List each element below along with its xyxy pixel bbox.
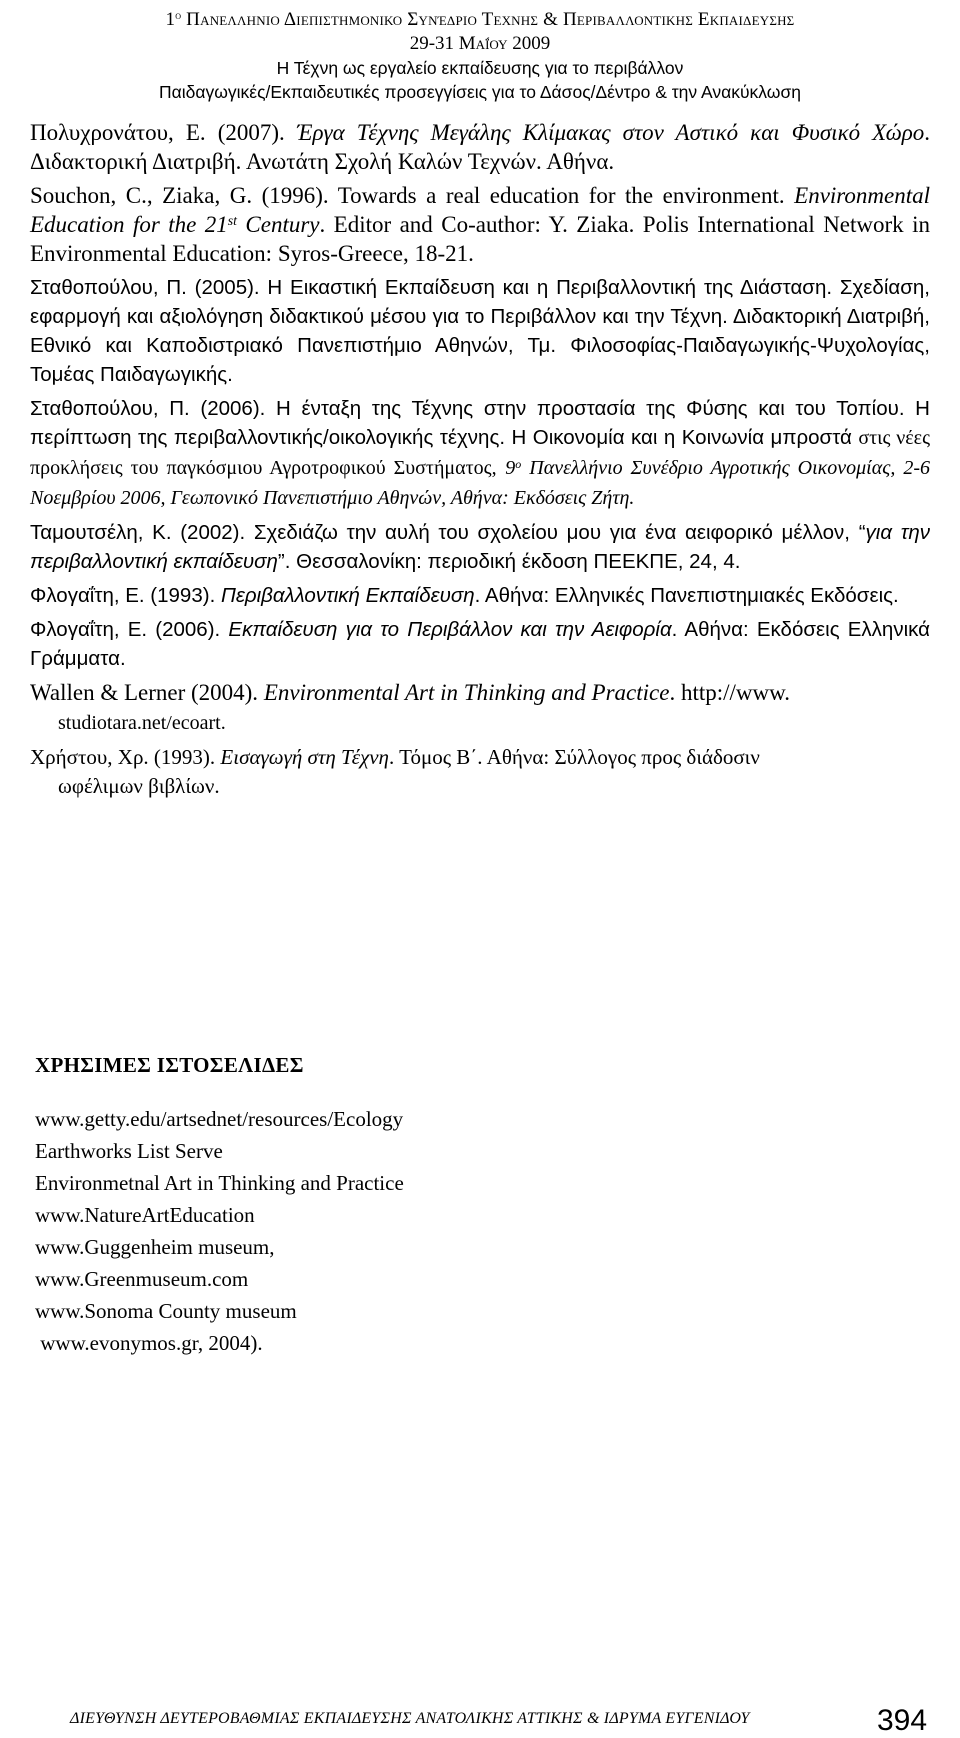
ref-title: Περιβαλλοντική Εκπαίδευση: [220, 584, 475, 607]
ref-text: Πολυχρονάτου, Ε. (2007).: [30, 120, 297, 145]
site-link-natureart[interactable]: www.NatureArtEducation: [35, 1203, 255, 1227]
ref-text: Souchon, C., Ziaka, G. (1996). Towards a real education for the environment.: [30, 183, 795, 208]
ref-title: για την περιβαλλοντική εκπαίδευση: [30, 521, 930, 573]
ref-title: Έργα Τέχνης Μεγάλης Κλίμακας στον Αστικό και Φυσικό Χώρο: [296, 120, 925, 145]
reference-wallen-lerner: [30, 678, 930, 738]
reference-flogaiti-2006: [30, 615, 930, 673]
ref-text: Σταθοπούλου, Π. (2005). Η Εικαστική Εκπαίδευση και η Περιβαλλοντική της Διάσταση. Σχεδίαση, εφαρμογή και αξιολόγηση διδακτικού μέσου για το Περιβάλλον και την Τέχνη. Διδακτορική Διατριβή, Εθνικό και Καποδιστριακό Πανεπιστήμιο Αθηνών, Τμ. Φιλοσοφίας-Παιδαγωγικής-Ψυχολογίας, Τομέας Παιδαγωγικής.: [30, 276, 930, 386]
ref-title: Environmental Education for the 21: [30, 183, 930, 237]
ref-title-sup: st: [227, 213, 237, 229]
site-link-getty[interactable]: www.getty.edu/artsednet/resources/Ecology: [35, 1107, 404, 1131]
ref-text: . Διδακτορική Διατριβή. Ανωτάτη Σχολή Καλών Τεχνών. Αθήνα.: [30, 120, 930, 174]
site-earthworks: Earthworks List Serve: [35, 1139, 223, 1163]
ref-text: ωφέλιμων βιβλίων.: [58, 774, 220, 798]
ref-title: Century: [236, 212, 320, 237]
site-environmental-art: Environmetnal Art in Thinking and Practice: [35, 1171, 404, 1195]
ref-text: Χρήστου, Χρ. (1993).: [30, 745, 221, 769]
ref-text: . Editor and Co-author: Y. Ziaka. Polis International Network in Environmental Education: Syros-Greece, 18-21.: [30, 212, 930, 266]
ref-title-sup: ο: [515, 457, 522, 471]
ref-text: Φλογαΐτη, Ε. (2006).: [30, 618, 229, 641]
conference-title: [0, 8, 960, 32]
ref-title-text: Πανελλήνιο Συνέδριο Αγροτικής Οικονομίας, 2-6 Νοεμβρίου 2006, Γεωπονικό Πανεπιστήμιο Αθηνών, Αθήνα: Εκδόσεις Ζήτη.: [30, 457, 931, 509]
page-header: [0, 8, 960, 104]
reference-christou: [30, 743, 930, 801]
conference-theme: Η Τέχνη ως εργαλείο εκπαίδευσης για το περιβάλλον: [276, 58, 684, 78]
ref-text: . http://www.: [669, 680, 791, 705]
ref-text: Φλογαΐτη, Ε. (1993).: [30, 584, 221, 607]
conference-dates: 29-31 Μαΐου 2009: [409, 33, 551, 54]
useful-sites-list: [35, 1103, 404, 1359]
ref-text: Σταθοπούλου, Π. (2006). Η ένταξη της Τέχνης στην προστασία της Φύσης και του Τοπίου. Η περίπτωση της περιβαλλοντικής/οικολογικής τέχνης. Η Οικονομία και η Κοινωνία μπροστά: [30, 397, 930, 449]
ref-text: . Αθήνα: Ελληνικές Πανεπιστημιακές Εκδόσεις.: [474, 584, 899, 607]
site-link-greenmuseum[interactable]: www.Greenmuseum.com: [35, 1267, 249, 1291]
page-footer: [0, 1706, 960, 1735]
site-link-evonymos[interactable]: www.evonymos.gr, 2004).: [35, 1331, 263, 1355]
reference-polychronatou: [30, 118, 930, 176]
ref-url: studiotara.net/ecoart.: [58, 712, 226, 734]
site-link-guggenheim[interactable]: www.Guggenheim museum,: [35, 1235, 275, 1259]
ref-text: Wallen & Lerner (2004).: [30, 680, 264, 705]
footer-text: ΔΙΕΥΘΥΝΣΗ ΔΕΥΤΕΡΟΒΑΘΜΙΑΣ ΕΚΠΑΙΔΕΥΣΗΣ ΑΝΑΤΟΛΙΚΗΣ ΑΤΤΙΚΗΣ & ΙΔΡΥΜΑ ΕΥΓΕΝΙΔΟΥ: [70, 1710, 750, 1727]
ref-title: Εισαγωγή στη Τέχνη: [220, 745, 389, 769]
ref-title-num: 9: [505, 457, 516, 479]
ref-text: . Αθήνα: Εκδόσεις Ελληνικά Γράμματα.: [30, 618, 930, 670]
conference-number-suffix: ο: [175, 10, 182, 23]
reference-stathopoulou-2006: [30, 394, 930, 513]
reference-stathopoulou-2005: [30, 273, 930, 389]
useful-sites-heading: ΧΡΗΣΙΜΕΣ ΙΣΤΟΣΕΛΙΔΕΣ: [35, 1053, 304, 1077]
reference-souchon: [30, 181, 930, 268]
ref-text: ”. Θεσσαλονίκη: περιοδική έκδοση ΠΕΕΚΠΕ, 24, 4.: [277, 550, 741, 573]
reference-flogaiti-1993: [30, 581, 930, 610]
ref-text: Ταμουτσέλη, Κ. (2002). Σχεδιάζω την αυλή του σχολείου μου για ένα αειφορικό μέλλον, “: [30, 521, 866, 544]
conference-number: 1: [165, 9, 176, 30]
conference-subtheme: Παιδαγωγικές/Εκπαιδευτικές προσεγγίσεις για το Δάσος/Δέντρο & την Ανακύκλωση: [158, 82, 801, 102]
site-link-sonoma[interactable]: www.Sonoma County museum: [35, 1299, 297, 1323]
ref-text: . Τόμος Β΄. Αθήνα: Σύλλογος προς διάδοσιν: [388, 745, 760, 769]
ref-title: Εκπαίδευση για το Περιβάλλον και την Αειφορία: [228, 618, 672, 641]
page-number: 394: [877, 1704, 928, 1737]
references-list: [30, 118, 930, 806]
reference-tamoutseli: [30, 518, 930, 576]
ref-text: στις νέες προκλήσεις του παγκόσμιου Αγροτροφικού Συστήματος,: [30, 427, 930, 479]
conference-name: Πανελληνιο Διεπιστημονικο Συνέδριο Τεχνης & Περιβαλλοντικης Εκπαιδευσης: [181, 9, 795, 30]
ref-title: Environmental Art in Thinking and Practice: [263, 680, 670, 705]
